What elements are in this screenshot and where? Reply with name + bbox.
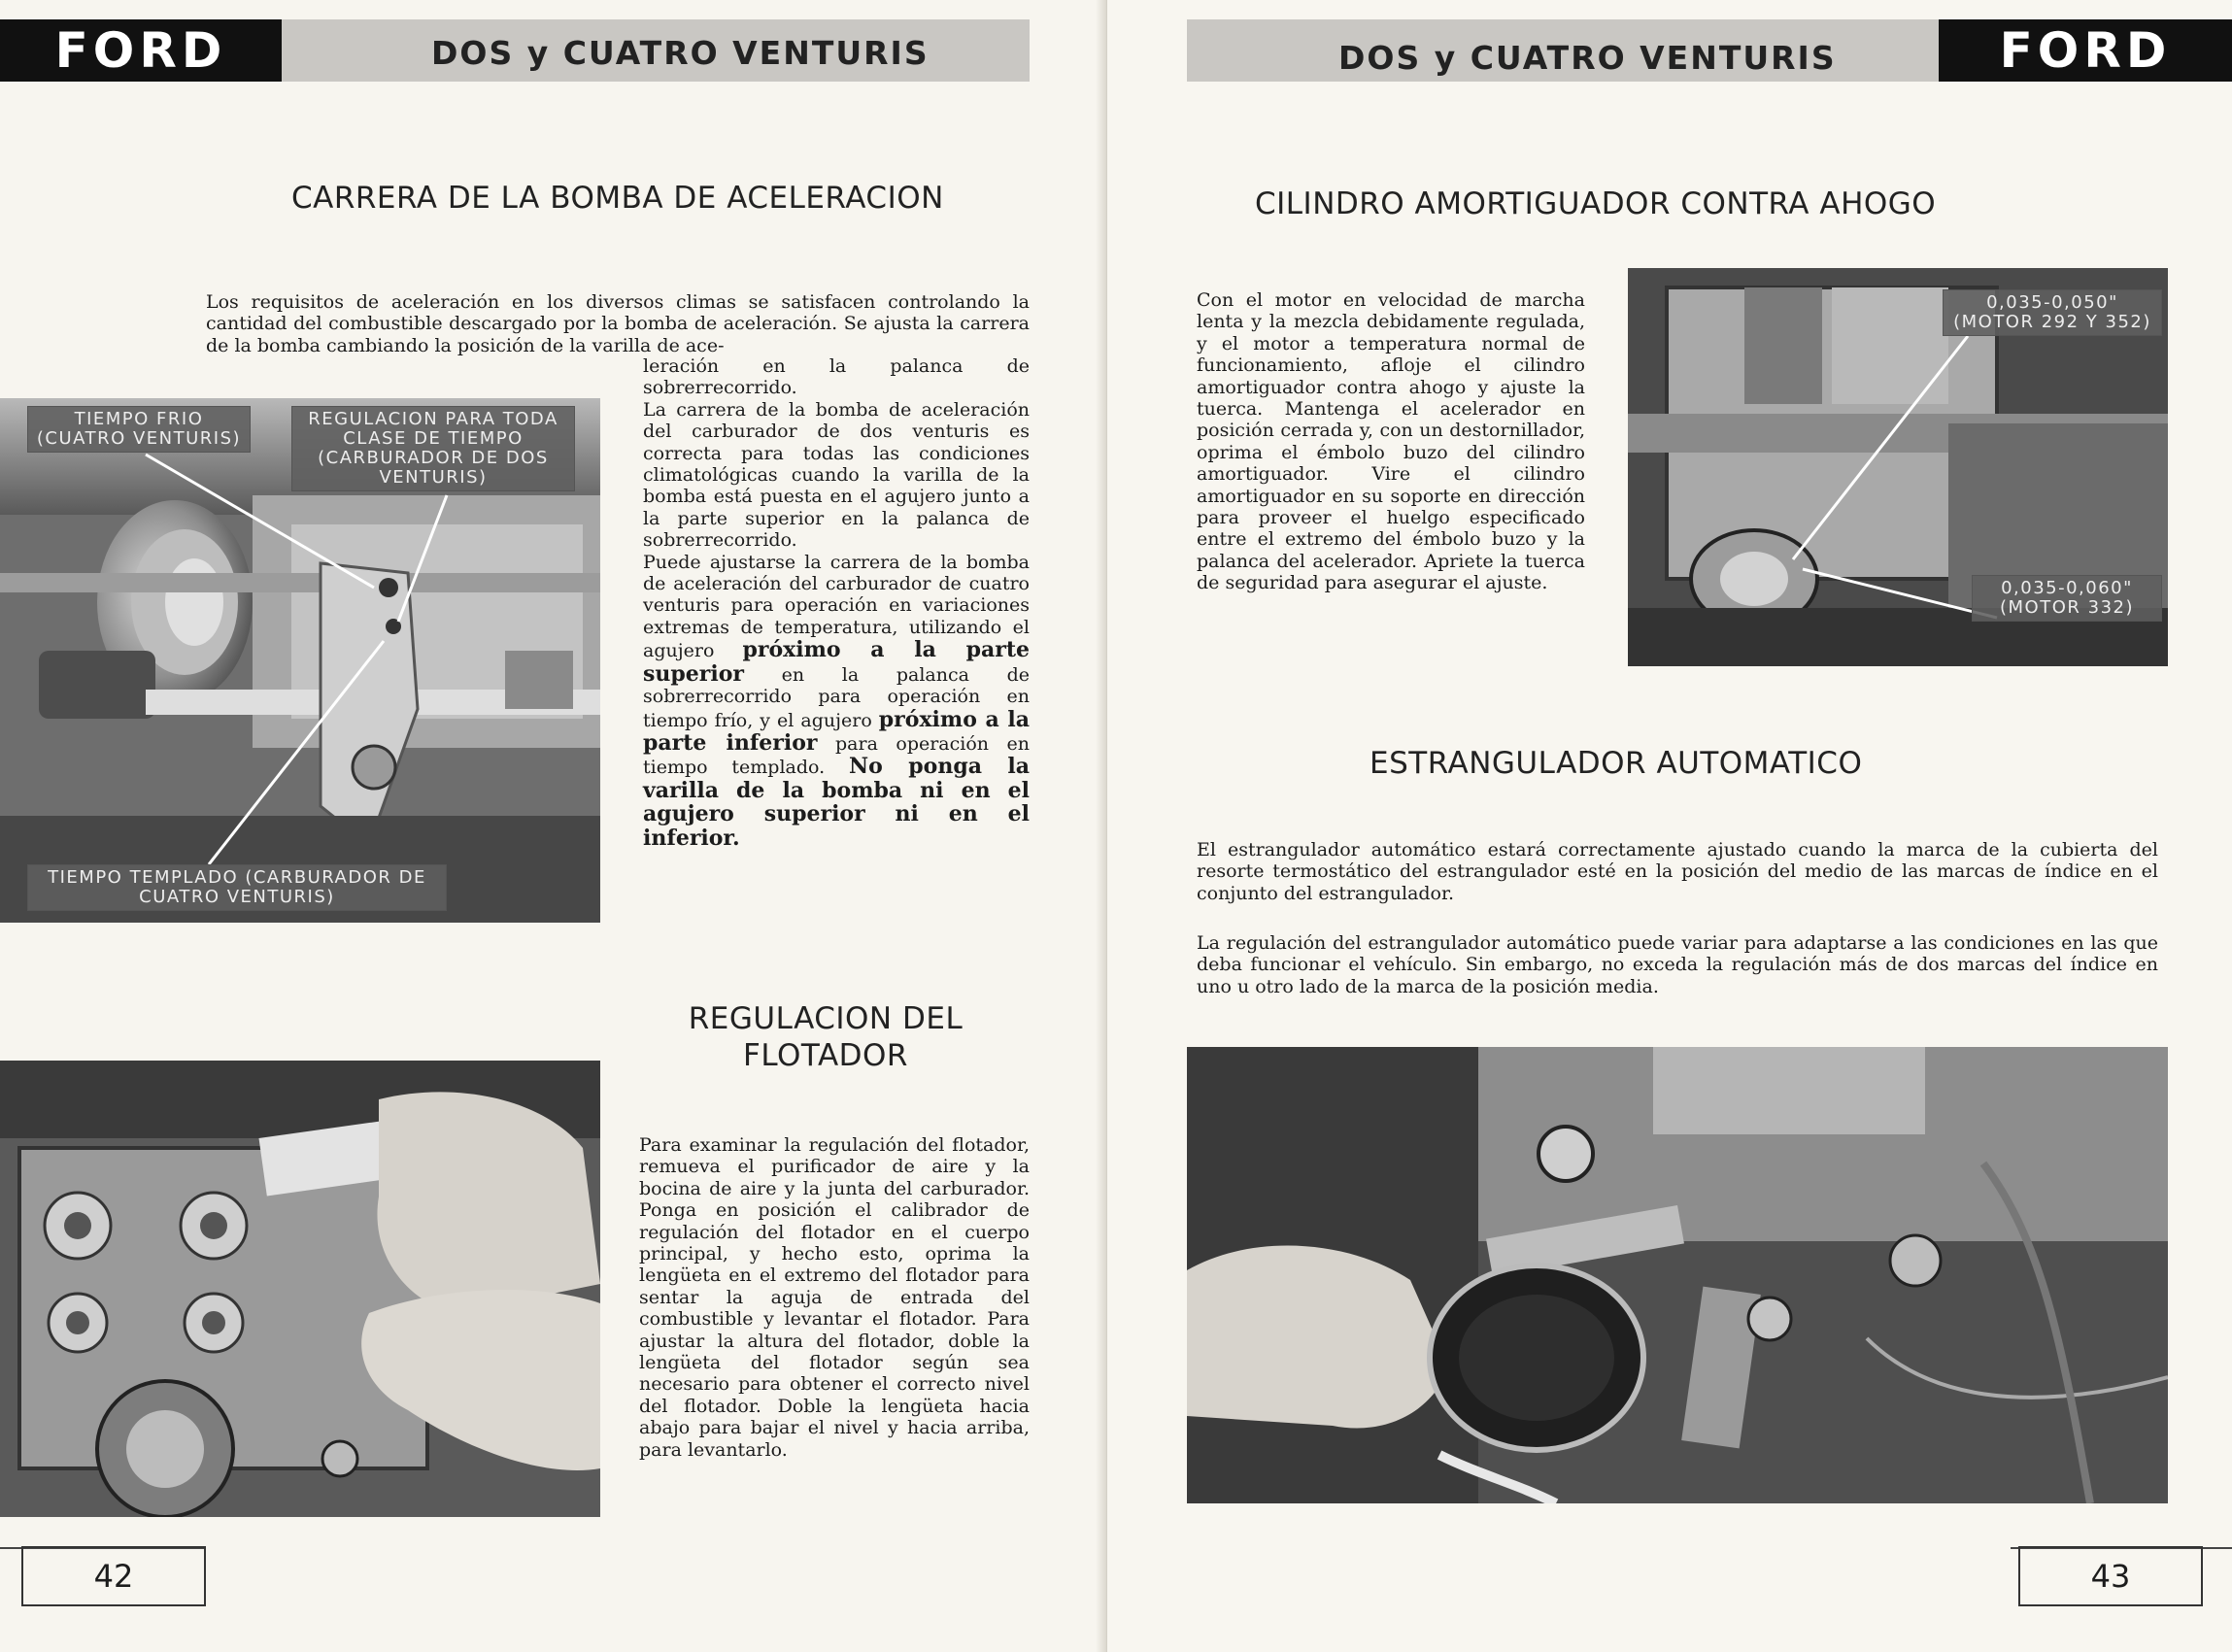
ford-brand-box-right: FORD — [1939, 19, 2232, 82]
left-page — [0, 0, 1107, 1652]
callout-all-weather: REGULACION PARA TODA CLASE DE TIEMPO (CARBURADOR DE DOS VENTURIS) — [291, 406, 575, 491]
section-title-choke: ESTRANGULADOR AUTOMATICO — [1370, 746, 1863, 781]
right-page — [1107, 0, 2232, 1652]
section-title-float: REGULACION DEL FLOTADOR — [688, 1001, 964, 1073]
pump-four-venturi-a: Puede ajustarse la carrera de la bomba de aceleración del carburador de cuatro venturis para operación en variaciones extremas de temperatura, utilizando el agujero — [643, 551, 1030, 662]
pump-warning: No ponga la varilla de la bomba ni en el agujero superior ni en el inferior. — [643, 754, 1031, 851]
callout-warm-weather: TIEMPO TEMPLADO (CARBURADOR DE CUATRO VENTURIS) — [27, 864, 447, 911]
ford-brand-box: FORD — [0, 19, 282, 82]
pump-four-venturi-text — [643, 552, 1030, 850]
pump-intro-text: Los requisitos de aceleración en los diversos climas se satisfacen controlando la cantidad del combustible descargado por la bomba de aceleración. Se ajusta la carrera de la bomba cambiando la posición de la varilla de ace- — [206, 291, 1030, 356]
pump-text-column — [643, 355, 1030, 850]
page-number-43: 43 — [2018, 1546, 2203, 1606]
page-number-42: 42 — [21, 1546, 206, 1606]
section-title-pump-stroke: CARRERA DE LA BOMBA DE ACELERACION — [291, 181, 944, 216]
pump-four-venturi-c: en la palanca de sobrerrecorrido para operación en tiempo frío, y el agujero — [643, 663, 1030, 731]
choke-text-2: La regulación del estrangulador automático puede variar para adaptarse a las condiciones en las que deba funcionar el vehículo. Sin embargo, no exceda la regulación más de dos marcas del índice en uno u otro lado de la marca de la posición media. — [1197, 932, 2158, 997]
callout-cold-weather: TIEMPO FRIO (CUATRO VENTURIS) — [27, 406, 251, 453]
pump-intro-continued: leración en la palanca de sobrerrecorrido. — [643, 355, 1030, 399]
callout-motor-332: 0,035-0,060" (MOTOR 332) — [1972, 575, 2162, 622]
float-photo-graphic — [0, 1061, 600, 1517]
pump-four-venturi-d: para operación en tiempo templado. — [643, 732, 1030, 779]
section-title-dashpot: CILINDRO AMORTIGUADOR CONTRA AHOGO — [1255, 186, 1937, 221]
photo-float-adjustment — [0, 1061, 600, 1517]
choke-text-1: El estrangulador automático estará correctamente ajustado cuando la marca de la cubierta del resorte termostático del estrangulador esté en la posición del medio de las marcas de índice en el conjunto del estrangulador. — [1197, 839, 2158, 904]
pump-two-venturi-text: La carrera de la bomba de aceleración del carburador de dos venturis es correcta para todas las condiciones climatológicas cuando la varilla de la bomba está puesta en el agujero junto a la parte superior en la palanca de sobrerrecorrido. — [643, 398, 1030, 552]
float-text: Para examinar la regulación del flotador, remueva el purificador de aire y la bocina de aire y la junta del carburador. Ponga en posición el calibrador de regulación del flotador en el cuerpo principal, y hecho esto, oprima la lengüeta en el extremo del flotador para sentar la aguja de entrada del combustible y levantar el flotador. Para ajustar la altura del flotador, doble la lengüeta del flotador según sea necesario para obtener el correcto nivel del flotador. Doble la lengüeta hacia abajo para bajar el nivel y hacia arriba, para levantarlo. — [639, 1134, 1030, 1461]
pump-top-hole-emphasis: próximo a la parte superior — [643, 637, 1030, 687]
photo-automatic-choke — [1187, 1047, 2168, 1503]
callout-motor-292-352: 0,035-0,050" (MOTOR 292 Y 352) — [1943, 289, 2162, 336]
choke-photo-graphic — [1187, 1047, 2168, 1503]
header-title: DOS y CUATRO VENTURIS — [431, 34, 930, 72]
pump-bottom-hole-emphasis: próximo a la parte inferior — [643, 706, 1031, 756]
header-title-right: DOS y CUATRO VENTURIS — [1338, 39, 1837, 77]
dashpot-text: Con el motor en velocidad de marcha lenta y la mezcla debidamente regulada, y el motor a temperatura normal de funcionamiento, afloje el cilindro amortiguador contra ahogo y ajuste la tuerca. Mantenga el acelerador en posición cerrada y, con un destornillador, oprima el émbolo buzo del cilindro amortiguador. Vire el cilindro amortiguador en su soporte en dirección para proveer el huelgo especificado entre el extremo del émbolo buzo y la palanca del acelerador. Apriete la tuerca de seguridad para asegurar el ajuste. — [1197, 289, 1585, 594]
